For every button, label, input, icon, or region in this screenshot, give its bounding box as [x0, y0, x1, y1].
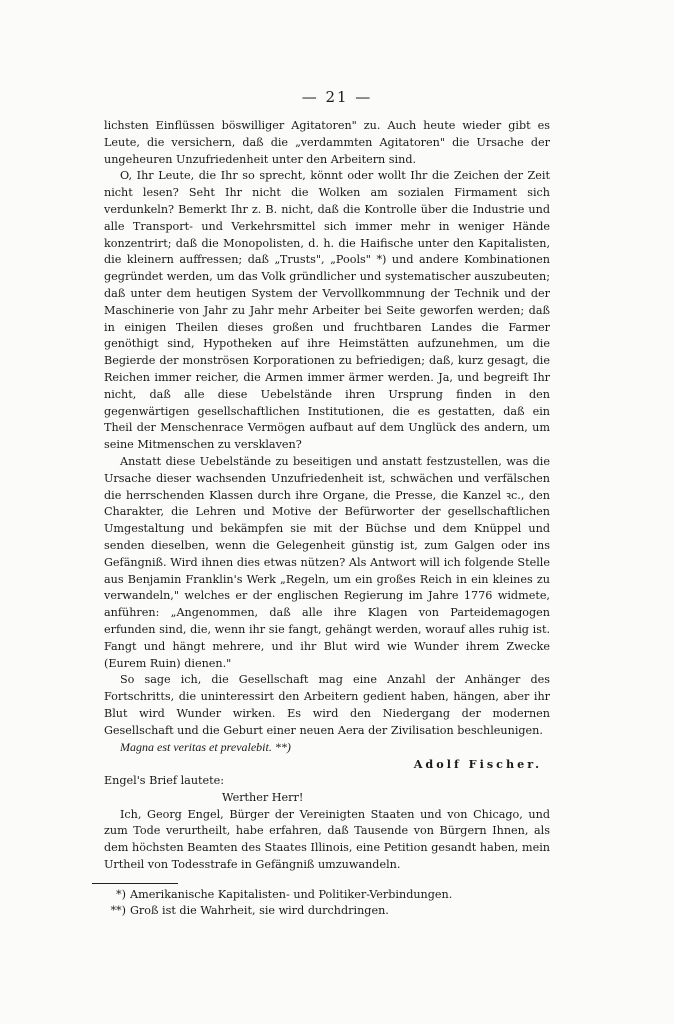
letter-intro: Engel's Brief lautete: [104, 774, 225, 788]
letter-paragraph: Ich, Georg Engel, Bürger der Vereinigten Staaten und von Chicago, und zum Tode verurtheilt, habe erfahren, daß Tausende von Bürgern Ihnen, als dem höchsten Beamten des Staates Illinois, eine Petition gesandt haben, mein Urtheil von Todesstrafe in Gefängniß umzuwandeln. [104, 807, 550, 872]
footnote-2-mark: **) [110, 904, 126, 917]
letter-salutation: Werther Herr! [222, 790, 304, 804]
footnote-2-text: Groß ist die Wahrheit, sie wird durchdringen. [130, 904, 389, 917]
footnote-1-mark: *) [116, 888, 126, 901]
footnote-2 [104, 903, 544, 919]
latin-quote: Magna est veritas et prevalebit. **) [120, 740, 291, 755]
paragraph-2: O, Ihr Leute, die Ihr so sprecht, könnt oder wollt Ihr die Zeichen der Zeit nicht lesen? Seht Ihr nicht die Wolken am sozialen Firmament sich verdunkeln? Bemerkt Ihr z. B. nicht, daß die Kontrolle über die Industrie und alle Transport- und Verkehrsmittel sich immer mehr in weniger Hände konzentrirt; daß die Monopolisten, d. h. die Haifische unter den Kapitalisten, die kleinern auffressen; daß „Trusts", „Pools" *) und andere Kombinationen gegründet werden, um das Volk gründlicher und systematischer auszubeuten; daß unter dem heutigen System der Vervollkommnung der Technik und der Maschinerie von Jahr zu Jahr mehr Arbeiter bei Seite geworfen werden; daß in einigen Theilen dieses großen und fruchtbaren Landes die Farmer genöthigt sind, Hypotheken auf ihre Heimstätten aufzunehmen, um die Begierde der monströsen Korporationen zu befriedigen; daß, kurz gesagt, die Reichen immer reicher, die Armen immer ärmer werden. Ja, und begreift Ihr nicht, daß alle diese Uebelstände ihren Ursprung finden in den gegenwärtigen gesellschaftlichen Institutionen, die es gestatten, daß ein Theil der Menschenrace Vermögen aufbaut auf dem Unglück des andern, um seine Mitmenschen zu versklaven? [104, 169, 550, 452]
footnote-divider [92, 883, 178, 884]
footnote-1-text: Amerikanische Kapitalisten- und Politiker-Verbindungen. [130, 888, 453, 901]
paragraph-4: So sage ich, die Gesellschaft mag eine Anzahl der Anhänger des Fortschritts, die uninteressirt den Arbeitern gedient haben, hängen, aber ihr Blut wird Wunder wirken. Es wird den Niedergang der modernen Gesellschaft und die Geburt einer neuen Aera der Zivilisation beschleunigen. [104, 673, 550, 737]
footnote-1 [104, 887, 544, 903]
page-number: — 21 — [301, 88, 373, 106]
body-text [104, 118, 550, 874]
paragraph-1: lichsten Einflüssen böswilliger Agitatoren" zu. Auch heute wieder gibt es Leute, die versichern, daß die „verdammten Agitatoren" die Ursache der ungeheuren Unzufriedenheit unter den Arbeitern sind. [104, 119, 550, 166]
footnotes [104, 887, 544, 919]
signature: Adolf Fischer. [413, 757, 542, 772]
paragraph-3: Anstatt diese Uebelstände zu beseitigen und anstatt festzustellen, was die Ursache dieser wachsenden Unzufriedenheit ist, schwächen und verfälschen die herrschenden Klassen durch ihre Organe, die Presse, die Kanzel ꝛc., den Charakter, die Lehren und Motive der Befürworter der gesellschaftlichen Umgestaltung und bekämpfen sie mit der Büchse und dem Knüppel und senden dieselben, wenn die Gelegenheit günstig ist, zum Galgen oder ins Gefängniß. Wird ihnen dies etwas nützen? Als Antwort will ich folgende Stelle aus Benjamin Franklin's Werk „Regeln, um ein großes Reich in ein kleines zu verwandeln," welches er der englischen Regierung im Jahre 1776 widmete, anführen: „Angenommen, daß alle ihre Klagen von Parteidemagogen erfunden sind, die, wenn ihr sie fangt, gehängt werden, worauf alles ruhig ist. Fangt und hängt mehrere, und ihr Blut wird wie Wunder ihrem Zwecke (Eurem Ruin) dienen." [104, 454, 550, 670]
